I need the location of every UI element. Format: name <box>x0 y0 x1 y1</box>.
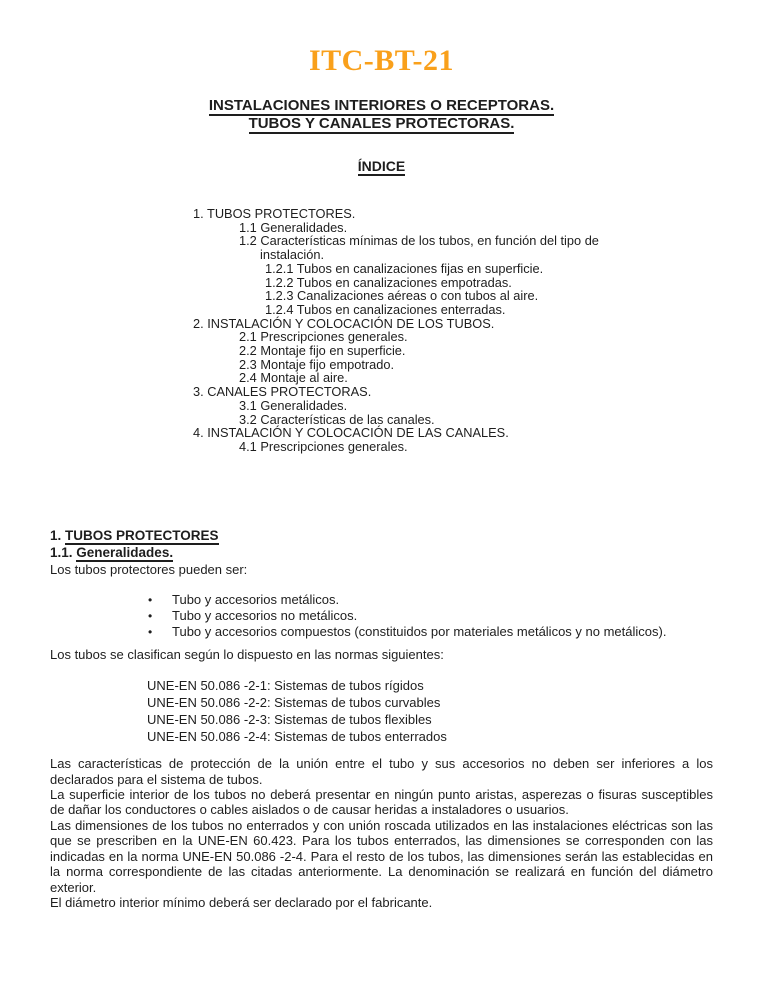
subtitle-line-1: INSTALACIONES INTERIORES O RECEPTORAS. <box>208 97 555 114</box>
section-heading <box>50 527 713 544</box>
toc-item: 1.2.4 Tubos en canalizaciones enterradas. <box>265 301 506 317</box>
bullet-icon: • <box>148 592 153 607</box>
bullet-icon: • <box>148 608 153 623</box>
classification-intro: Los tubos se clasifican según lo dispuesto en las normas siguientes: <box>50 647 444 663</box>
toc-item: 1.2 Características mínimas de los tubos, en función del tipo de <box>239 233 599 249</box>
subsection-heading <box>50 544 713 561</box>
section-heading-number: 1. <box>50 527 66 543</box>
toc-item: 1.2.1 Tubos en canalizaciones fijas en superficie. <box>265 260 544 276</box>
toc-item: 1.2.3 Canalizaciones aéreas o con tubos al aire. <box>265 288 539 304</box>
standard-item: UNE-EN 50.086 -2-4: Sistemas de tubos enterrados <box>147 729 447 745</box>
toc-item: 3. CANALES PROTECTORAS. <box>193 384 372 400</box>
toc-item: 3.1 Generalidades. <box>239 397 348 413</box>
list-item-text: Tubo y accesorios compuestos (constituidos por materiales metálicos y no metálicos). <box>172 624 667 640</box>
list-item-text: Tubo y accesorios metálicos. <box>172 591 340 607</box>
page-title: ITC-BT-21 <box>308 44 455 77</box>
list-item-text: Tubo y accesorios no metálicos. <box>172 607 358 623</box>
section-tubos-protectores <box>50 527 713 911</box>
standard-item: UNE-EN 50.086 -2-1: Sistemas de tubos rígidos <box>147 678 424 694</box>
bullet-icon: • <box>148 625 153 640</box>
subsection-heading-title: Generalidades. <box>76 544 174 560</box>
toc-item: 2.4 Montaje al aire. <box>239 370 348 386</box>
toc-item: 2.1 Prescripciones generales. <box>239 329 408 345</box>
doc-subtitle <box>50 97 713 132</box>
tube-types-list <box>50 592 713 641</box>
toc-item: 2.3 Montaje fijo empotrado. <box>239 356 395 372</box>
list-item <box>148 592 713 608</box>
toc-item: 1.2.2 Tubos en canalizaciones empotradas. <box>265 274 512 290</box>
table-of-contents <box>193 207 713 454</box>
list-item <box>148 608 713 624</box>
standard-item: UNE-EN 50.086 -2-2: Sistemas de tubos curvables <box>147 695 441 711</box>
list-item <box>148 624 713 640</box>
toc-heading: ÍNDICE <box>357 158 406 174</box>
standard-item: UNE-EN 50.086 -2-3: Sistemas de tubos flexibles <box>147 712 432 728</box>
toc-item: 1. TUBOS PROTECTORES. <box>193 206 356 221</box>
subtitle-line-2: TUBOS Y CANALES PROTECTORAS. <box>248 114 515 132</box>
intro-text: Los tubos protectores pueden ser: <box>50 561 248 577</box>
toc-item: 4. INSTALACIÓN Y COLOCACIÓN DE LAS CANALES. <box>193 425 509 441</box>
toc-item: 1.1 Generalidades. <box>239 219 348 235</box>
paragraph: Las características de protección de la unión entre el tubo y sus accesorios no deben ser inferiores a los declarados para el sistema de tubos. <box>50 756 713 787</box>
toc-item: 2.2 Montaje fijo en superficie. <box>239 343 406 359</box>
subsection-heading-number: 1.1. <box>50 544 77 560</box>
paragraph: El diámetro interior mínimo deberá ser declarado por el fabricante. <box>50 894 433 910</box>
toc-item: 3.2 Características de las canales. <box>239 411 435 427</box>
toc-item: 4.1 Prescripciones generales. <box>239 438 408 454</box>
paragraph: Las dimensiones de los tubos no enterrados y con unión roscada utilizados en las instalaciones eléctricas son las que se prescriben en la UNE-EN 60.423. Para los tubos enterrados, las dimensiones se corresponden con las indicadas en la norma UNE-EN 50.086 -2-4. Para el resto de los tubos, las dimensiones serán las establecidas en la norma correspondiente de las citadas anteriormente. La denominación se realizará en función del diámetro exterior. <box>50 817 713 895</box>
standards-list <box>147 677 713 745</box>
body-paragraphs <box>50 756 713 910</box>
paragraph: La superficie interior de los tubos no deberá presentar en ningún punto aristas, asperezas o fisuras susceptibles de dañar los conductores o cables aislados o de causar heridas a instaladores o usuarios. <box>50 787 713 818</box>
toc-item: 2. INSTALACIÓN Y COLOCACIÓN DE LOS TUBOS. <box>193 315 495 331</box>
toc-item: instalación. <box>260 247 325 263</box>
section-heading-title: TUBOS PROTECTORES <box>65 527 219 543</box>
